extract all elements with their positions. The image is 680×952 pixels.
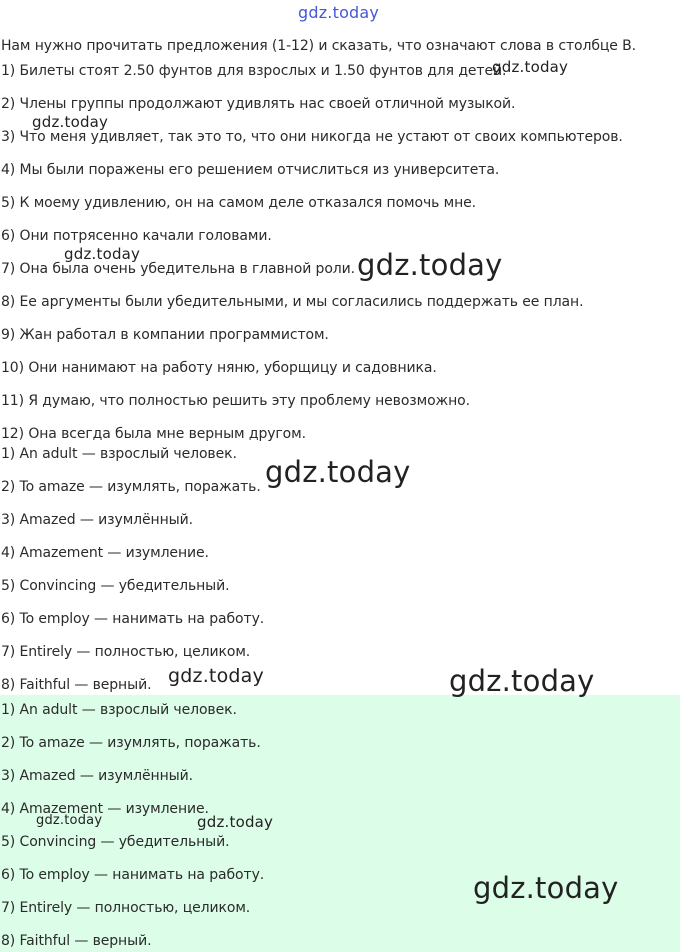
sentence-8: 8) Ее аргументы были убедительными, и мы согласились поддержать ее план. xyxy=(1,294,584,310)
definition-1: 1) An adult — взрослый человек. xyxy=(1,446,237,462)
watermark: gdz.today xyxy=(449,664,595,698)
watermark: gdz.today xyxy=(492,58,569,76)
sentence-2: 2) Члены группы продолжают удивлять нас своей отличной музыкой. xyxy=(1,96,516,112)
answer-line-8: 8) Faithful — верный. xyxy=(1,933,152,949)
intro-text: Нам нужно прочитать предложения (1-12) и сказать, что означают слова в столбце B. xyxy=(1,38,637,54)
sentence-7: 7) Она была очень убедительна в главной роли. xyxy=(1,261,356,277)
sentence-11: 11) Я думаю, что полностью решить эту проблему невозможно. xyxy=(1,393,470,409)
definition-2: 2) To amaze — изумлять, поражать. xyxy=(1,479,261,495)
answer-line-2: 2) To amaze — изумлять, поражать. xyxy=(1,735,261,751)
sentence-5: 5) К моему удивлению, он на самом деле отказался помочь мне. xyxy=(1,195,477,211)
sentence-10: 10) Они нанимают на работу няню, уборщицу и садовника. xyxy=(1,360,437,376)
watermark: gdz.today xyxy=(298,3,380,22)
watermark: gdz.today xyxy=(32,113,109,131)
answer-line-5: 5) Convincing — убедительный. xyxy=(1,834,230,850)
definition-5: 5) Convincing — убедительный. xyxy=(1,578,230,594)
watermark: gdz.today xyxy=(197,813,274,831)
definition-7: 7) Entirely — полностью, целиком. xyxy=(1,644,251,660)
sentence-4: 4) Мы были поражены его решением отчислиться из университета. xyxy=(1,162,500,178)
definition-3: 3) Amazed — изумлённый. xyxy=(1,512,193,528)
definition-6: 6) To employ — нанимать на работу. xyxy=(1,611,265,627)
sentence-9: 9) Жан работал в компании программистом. xyxy=(1,327,329,343)
watermark: gdz.today xyxy=(357,248,503,282)
watermark: gdz.today xyxy=(265,455,411,489)
watermark: gdz.today xyxy=(64,245,141,263)
sentence-3: 3) Что меня удивляет, так это то, что они никогда не устают от своих компьютеров. xyxy=(1,129,623,145)
watermark: gdz.today xyxy=(473,871,619,905)
answer-line-4: 4) Amazement — изумление. xyxy=(1,801,209,817)
answer-line-7: 7) Entirely — полностью, целиком. xyxy=(1,900,251,916)
definition-8: 8) Faithful — верный. xyxy=(1,677,152,693)
answer-line-1: 1) An adult — взрослый человек. xyxy=(1,702,237,718)
watermark: gdz.today xyxy=(168,665,264,687)
watermark: gdz.today xyxy=(36,813,103,828)
sentence-1: 1) Билеты стоят 2.50 фунтов для взрослых и 1.50 фунтов для детей. xyxy=(1,63,507,79)
answer-line-6: 6) To employ — нанимать на работу. xyxy=(1,867,265,883)
sentence-6: 6) Они потрясенно качали головами. xyxy=(1,228,272,244)
answer-line-3: 3) Amazed — изумлённый. xyxy=(1,768,193,784)
definition-4: 4) Amazement — изумление. xyxy=(1,545,209,561)
sentence-12: 12) Она всегда была мне верным другом. xyxy=(1,426,306,442)
